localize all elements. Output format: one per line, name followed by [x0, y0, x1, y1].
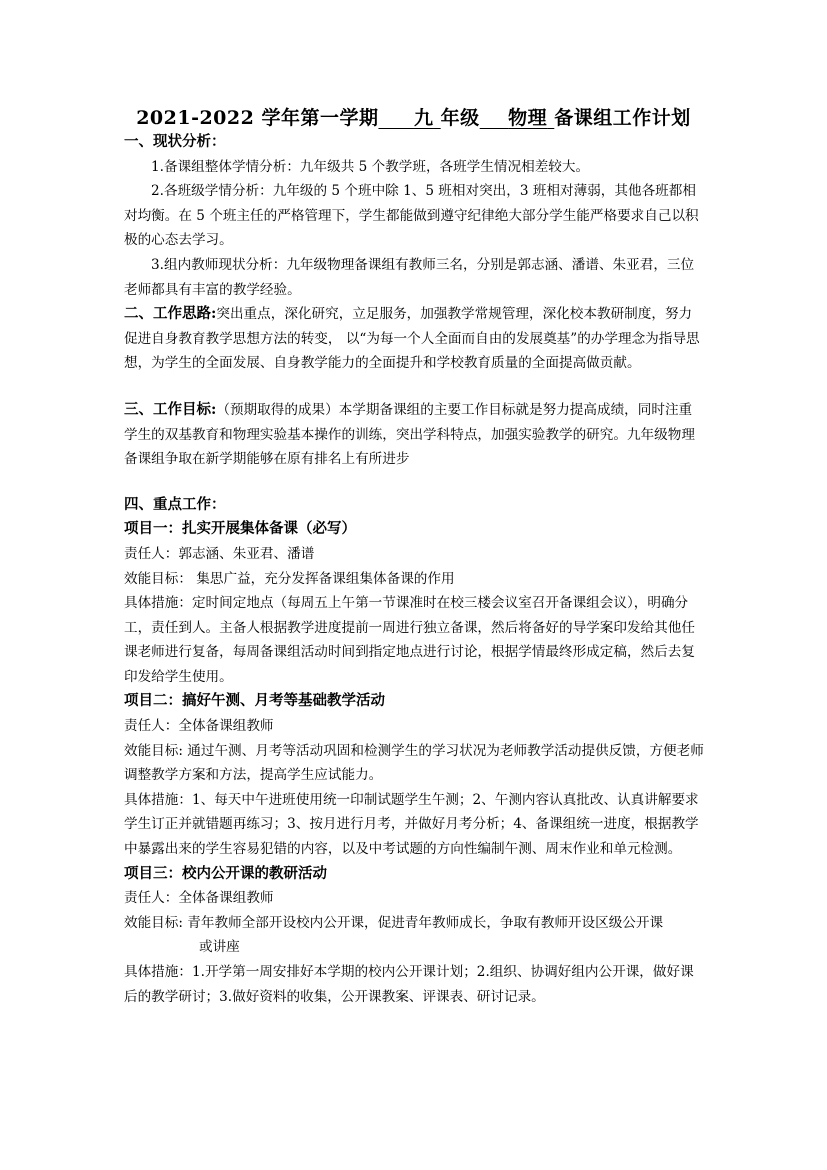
section-work-approach: [124, 302, 704, 376]
status-paragraph-2: 2.各班级学情分析：九年级的 5 个班中除 1、5 班相对突出，3 班相对薄弱，其他各班都相对均衡。在 5 个班主任的严格管理下，学生都能做到遵守纪律绝大部分学生能严格要求自己以积极的心态去学习。: [124, 183, 699, 249]
project-1-goal: 效能目标： 集思广益，充分发挥备课组集体备课的作用: [124, 570, 455, 587]
status-paragraph-3: 3.组内教师现状分析：九年级物理备课组有教师三名，分别是郭志涵、潘谱、朱亚君，三位老师都具有丰富的教学经验。: [124, 256, 695, 298]
document-title: [0, 103, 827, 130]
title-prefix: 2021-2022 学年第一学期: [136, 107, 379, 129]
section-heading-goal: 三、工作目标:: [124, 400, 217, 418]
project-3-title: 项目三：校内公开课的教研活动: [124, 864, 327, 882]
section-heading-status: 一、现状分析：: [124, 133, 226, 150]
project-2-title: 项目二：搞好午测、月考等基础教学活动: [124, 692, 385, 710]
project-1-title: 项目一：扎实开展集体备课（必写）: [124, 520, 356, 538]
project-3-goal-label: 效能目标:: [124, 914, 183, 931]
project-1-measures: 具体措施：定时间定地点（每周五上午第一节课准时在校三楼会议室召开备课组会议），明确分工，责任到人。主备人根据教学进度提前一周进行独立备课，然后将备好的导学案印发给其他任课老师进行复备，每周备课组活动时间到指定地点进行讨论，根据学情最终形成定稿，然后去复印发给学生使用。: [124, 595, 695, 685]
approach-text: 突出重点，深化研究，立足服务，加强教学常规管理，深化校本教研制度，努力促进自身教育教学思想方法的转变， 以“为每一个人全面而自由的发展奠基”的办学理念为指导思想，为学生的全面发展、自身教学能力的全面提升和学校教育质量的全面提高做贡献。: [124, 306, 700, 372]
title-grade-suffix: 年级: [440, 107, 480, 129]
project-2-goal: 效能目标: 通过午测、月考等活动巩固和检测学生的学习状况为老师教学活动提供反馈，方便老师调整教学方案和方法，提高学生应试能力。: [124, 742, 704, 784]
title-grade: 九: [414, 107, 434, 129]
project-3-owner: 责任人：全体备课组教师: [124, 890, 274, 907]
section-heading-approach: 二、工作思路:: [124, 305, 217, 323]
project-3-goal-continuation: 或讲座: [199, 939, 240, 956]
title-suffix: 备课组工作计划: [554, 107, 691, 129]
document-body: [124, 130, 704, 1009]
project-2-owner: 责任人：全体备课组教师: [124, 718, 274, 735]
project-3-goal-text: 青年教师全部开设校内公开课，促进青年教师成长，争取有教师开设区级公开课: [187, 914, 664, 931]
project-3-measures: 具体措施：1.开学第一周安排好本学期的校内公开课计划；2.组织、协调好组内公开课，做好课后的教学研讨；3.做好资料的收集，公开课教案、评课表、研讨记录。: [124, 964, 694, 1005]
project-2-measures: 具体措施：1、每天中午进班使用统一印制试题学生午测；2、午测内容认真批改、认真讲解要求学生订正并就错题再练习；3、按月进行月考，并做好月考分析；4、备课组统一进度，根据教学中暴露出来的学生容易犯错的内容，以及中考试题的方向性编制午测、周末作业和单元检测。: [124, 791, 699, 858]
section-work-goal: [124, 398, 704, 472]
status-paragraph-1: 1.备课组整体学情分析：九年级共 5 个教学班，各班学生情况相差较大。: [151, 158, 590, 175]
project-3-goal: [124, 911, 704, 936]
section-heading-key-work: 四、重点工作：: [124, 495, 226, 513]
title-subject: 物理: [508, 107, 548, 129]
project-1-owner: 责任人：郭志涵、朱亚君、潘谱: [124, 545, 315, 562]
goal-text: （预期取得的成果）本学期备课组的主要工作目标就是努力提高成绩，同时注重学生的双基教育和物理实验基本操作的训练，突出学科特点，加强实验教学的研究。九年级物理备课组争取在新学期能够在原有排名上有所进步: [124, 401, 695, 468]
